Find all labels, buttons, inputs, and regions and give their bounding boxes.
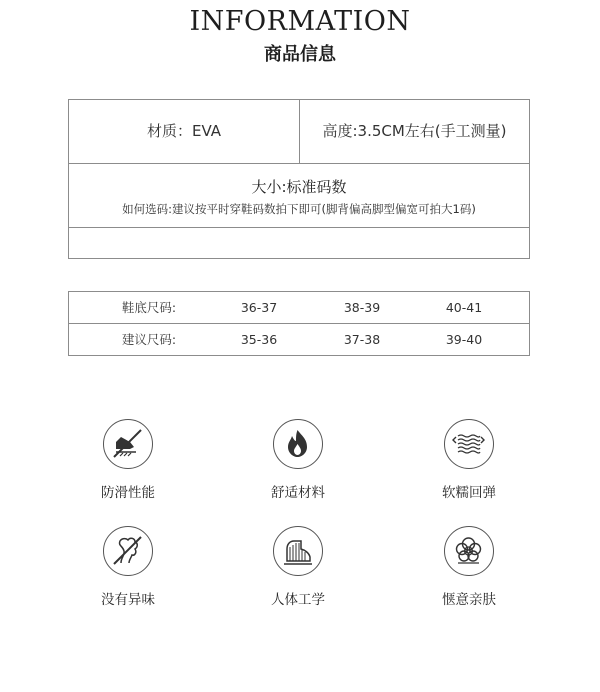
size-cell: 39-40 [445, 332, 483, 347]
row-label: 鞋底尺码: [121, 300, 177, 315]
material-cell: 材质：EVA [69, 100, 300, 163]
size-cell: 40-41 [445, 300, 483, 315]
table-row [69, 324, 529, 355]
feature-soft-rebound [409, 419, 529, 501]
feature-skin-friendly [409, 526, 529, 608]
size-cell: 38-39 [343, 300, 381, 315]
size-cell: 36-37 [240, 300, 278, 315]
cotton-cloud-icon [444, 526, 494, 576]
feature-label: 防滑性能 [101, 485, 155, 501]
info-row-material-height [69, 100, 529, 164]
feature-ergonomic [238, 526, 358, 608]
table-row [69, 292, 529, 324]
size-table [68, 291, 530, 356]
wave-cushion-icon [444, 419, 494, 469]
row-label: 建议尺码: [121, 332, 177, 347]
size-title: 大小:标准码数 [251, 178, 347, 196]
feature-anti-slip [68, 419, 188, 501]
feature-label: 舒适材料 [271, 485, 325, 501]
height-cell: 高度:3.5CM左右(手工测量) [322, 122, 507, 140]
page-title-en: INFORMATION [189, 6, 411, 37]
info-row-size [69, 163, 529, 228]
ergonomic-shoe-icon [273, 526, 323, 576]
feature-comfort-material [238, 419, 358, 501]
flame-icon [273, 419, 323, 469]
info-table [68, 99, 530, 259]
size-note: 如何选码:建议按平时穿鞋码数拍下即可(脚背偏高脚型偏宽可拍大1码) [122, 202, 476, 216]
anti-slip-shoe-icon [103, 419, 153, 469]
page-title-cn: 商品信息 [264, 44, 336, 65]
no-odor-icon [103, 526, 153, 576]
size-cell: 37-38 [343, 332, 381, 347]
feature-label: 人体工学 [271, 592, 325, 608]
feature-label: 软糯回弹 [442, 485, 496, 501]
size-cell: 35-36 [240, 332, 278, 347]
feature-label: 没有异味 [101, 592, 155, 608]
feature-no-odor [68, 526, 188, 608]
feature-label: 惬意亲肤 [442, 592, 496, 608]
